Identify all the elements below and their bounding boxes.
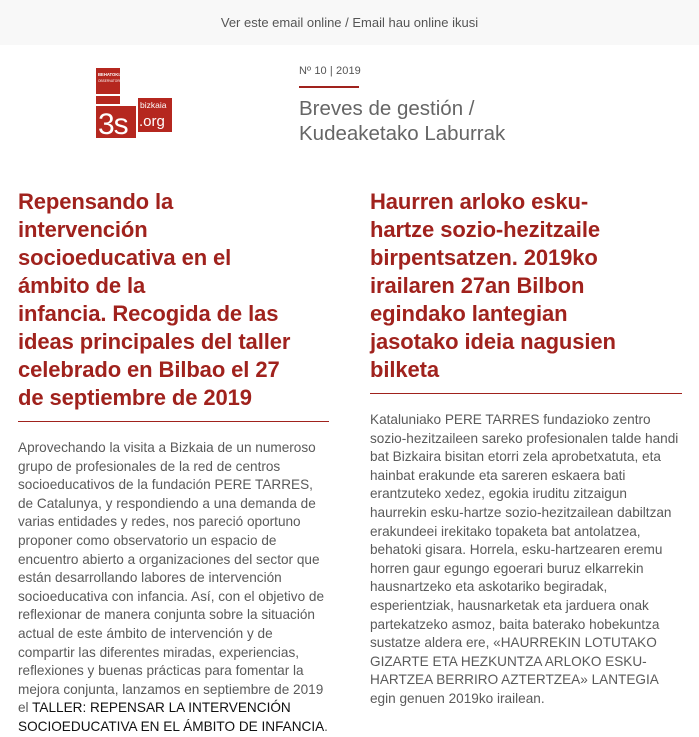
view-online-link[interactable]: Ver este email online / Email hau online ikusi — [220, 15, 479, 30]
article-divider-es — [18, 421, 329, 422]
heading-line: Haurren arloko esku- — [370, 189, 589, 214]
article-heading-eu[interactable] — [370, 188, 682, 384]
article-body-es — [18, 439, 329, 737]
logo-org-text: .org — [139, 113, 165, 130]
article-divider-eu — [370, 393, 682, 394]
article-body-text-es: Aprovechando la visita a Bizkaia de un numeroso grupo de profesionales de la red de centros socioeducativos de la fundación PERE TARRES, de Catalunya, y respondiendo a una demanda de varias entidades y redes, nos pareció oportuno proponer como observatorio un espacio de encuentro abierto a organizaciones del sector que están desarrollando labores de intervención socioeducativa con infancia. Así, con el objetivo de reflexionar de manera conjunta sobre la situación actual de este ámbito de intervención y de compartir las diferentes miradas, experiencias, reflexiones y buenas prácticas para fomentar la mejora conjunta, lanzamos en septiembre de 2019 el — [18, 440, 325, 716]
article-eu — [370, 188, 682, 709]
heading-line: birpentsatzen. 2019ko — [370, 245, 598, 270]
heading-line: ideas principales del taller — [18, 329, 291, 354]
newsletter-title — [299, 96, 659, 146]
heading-line: infancia. Recogida de las — [18, 301, 279, 326]
heading-line: intervención — [18, 217, 148, 242]
article-body-end-es: . — [324, 718, 328, 734]
heading-line: ámbito de la — [18, 273, 146, 298]
article-es — [18, 188, 329, 737]
heading-line: socioeducativa en el — [18, 245, 232, 270]
heading-line: Repensando la — [18, 189, 174, 214]
logo-stem-block — [96, 96, 120, 104]
logo-bizkaia-text: bizkaia — [140, 100, 167, 110]
observatorio-3s-bizkaia-logo[interactable] — [96, 68, 172, 141]
issue-number: Nº 10 | 2019 — [299, 65, 361, 77]
workshop-link-es[interactable]: TALLER: REPENSAR LA INTERVENCIÓN SOCIOEDUCATIVA EN EL ÁMBITO DE INFANCIA — [18, 700, 325, 734]
heading-line: bilketa — [370, 357, 439, 382]
issue-divider — [299, 86, 359, 88]
article-heading-es[interactable] — [18, 188, 329, 412]
heading-line: egindako lantegian — [370, 301, 568, 326]
logo-behatokia-text: BEHATOKIA — [98, 72, 123, 77]
heading-line: hartze sozio-hezitzaile — [370, 217, 600, 242]
newsletter-title-es: Breves de gestión / — [299, 97, 475, 120]
heading-line: de septiembre de 2019 — [18, 385, 252, 410]
heading-line: celebrado en Bilbao el 27 — [18, 357, 280, 382]
newsletter-title-eu: Kudeaketako Laburrak — [299, 122, 506, 145]
logo-3s-text: 3s — [98, 108, 128, 141]
heading-line: jasotako ideia nagusien — [370, 329, 616, 354]
article-body-eu: Kataluniako PERE TARRES fundazioko zentro sozio-hezitzaileen sareko profesionalen talde handi bat Bizkaira bisitan etorri zela aprobetxatuta, eta hainbat erakunde eta sareren eskaera bati erantzuteko xedez, egokia iruditu zitzaigun haurrekin esku-hartze sozio-hezitzailean dabiltzan erakundeei irekitako topaketa bat antolatzea, behatoki gisara. Horrela, esku-hartzearen eremu horren gaur egungo egoerari buruz elkarrekin hausnartzeko eta askotariko begiradak, esperientziak, hausnarketak eta jarduera onak partekatzeko asmoz, baita baterako hobekuntza sustatze aldera ere, «HAURREKIN LOTUTAKO GIZARTE ETA HEZKUNTZA ARLOKO ESKU-HARTZEA BERRIRO AZTERTZEA» LANTEGIA egin genuen 2019ko irailean. — [370, 412, 679, 706]
heading-line: irailaren 27an Bilbon — [370, 273, 585, 298]
logo-observatorio-text: OBSERVATORIO — [98, 79, 123, 83]
top-bar — [0, 0, 699, 45]
